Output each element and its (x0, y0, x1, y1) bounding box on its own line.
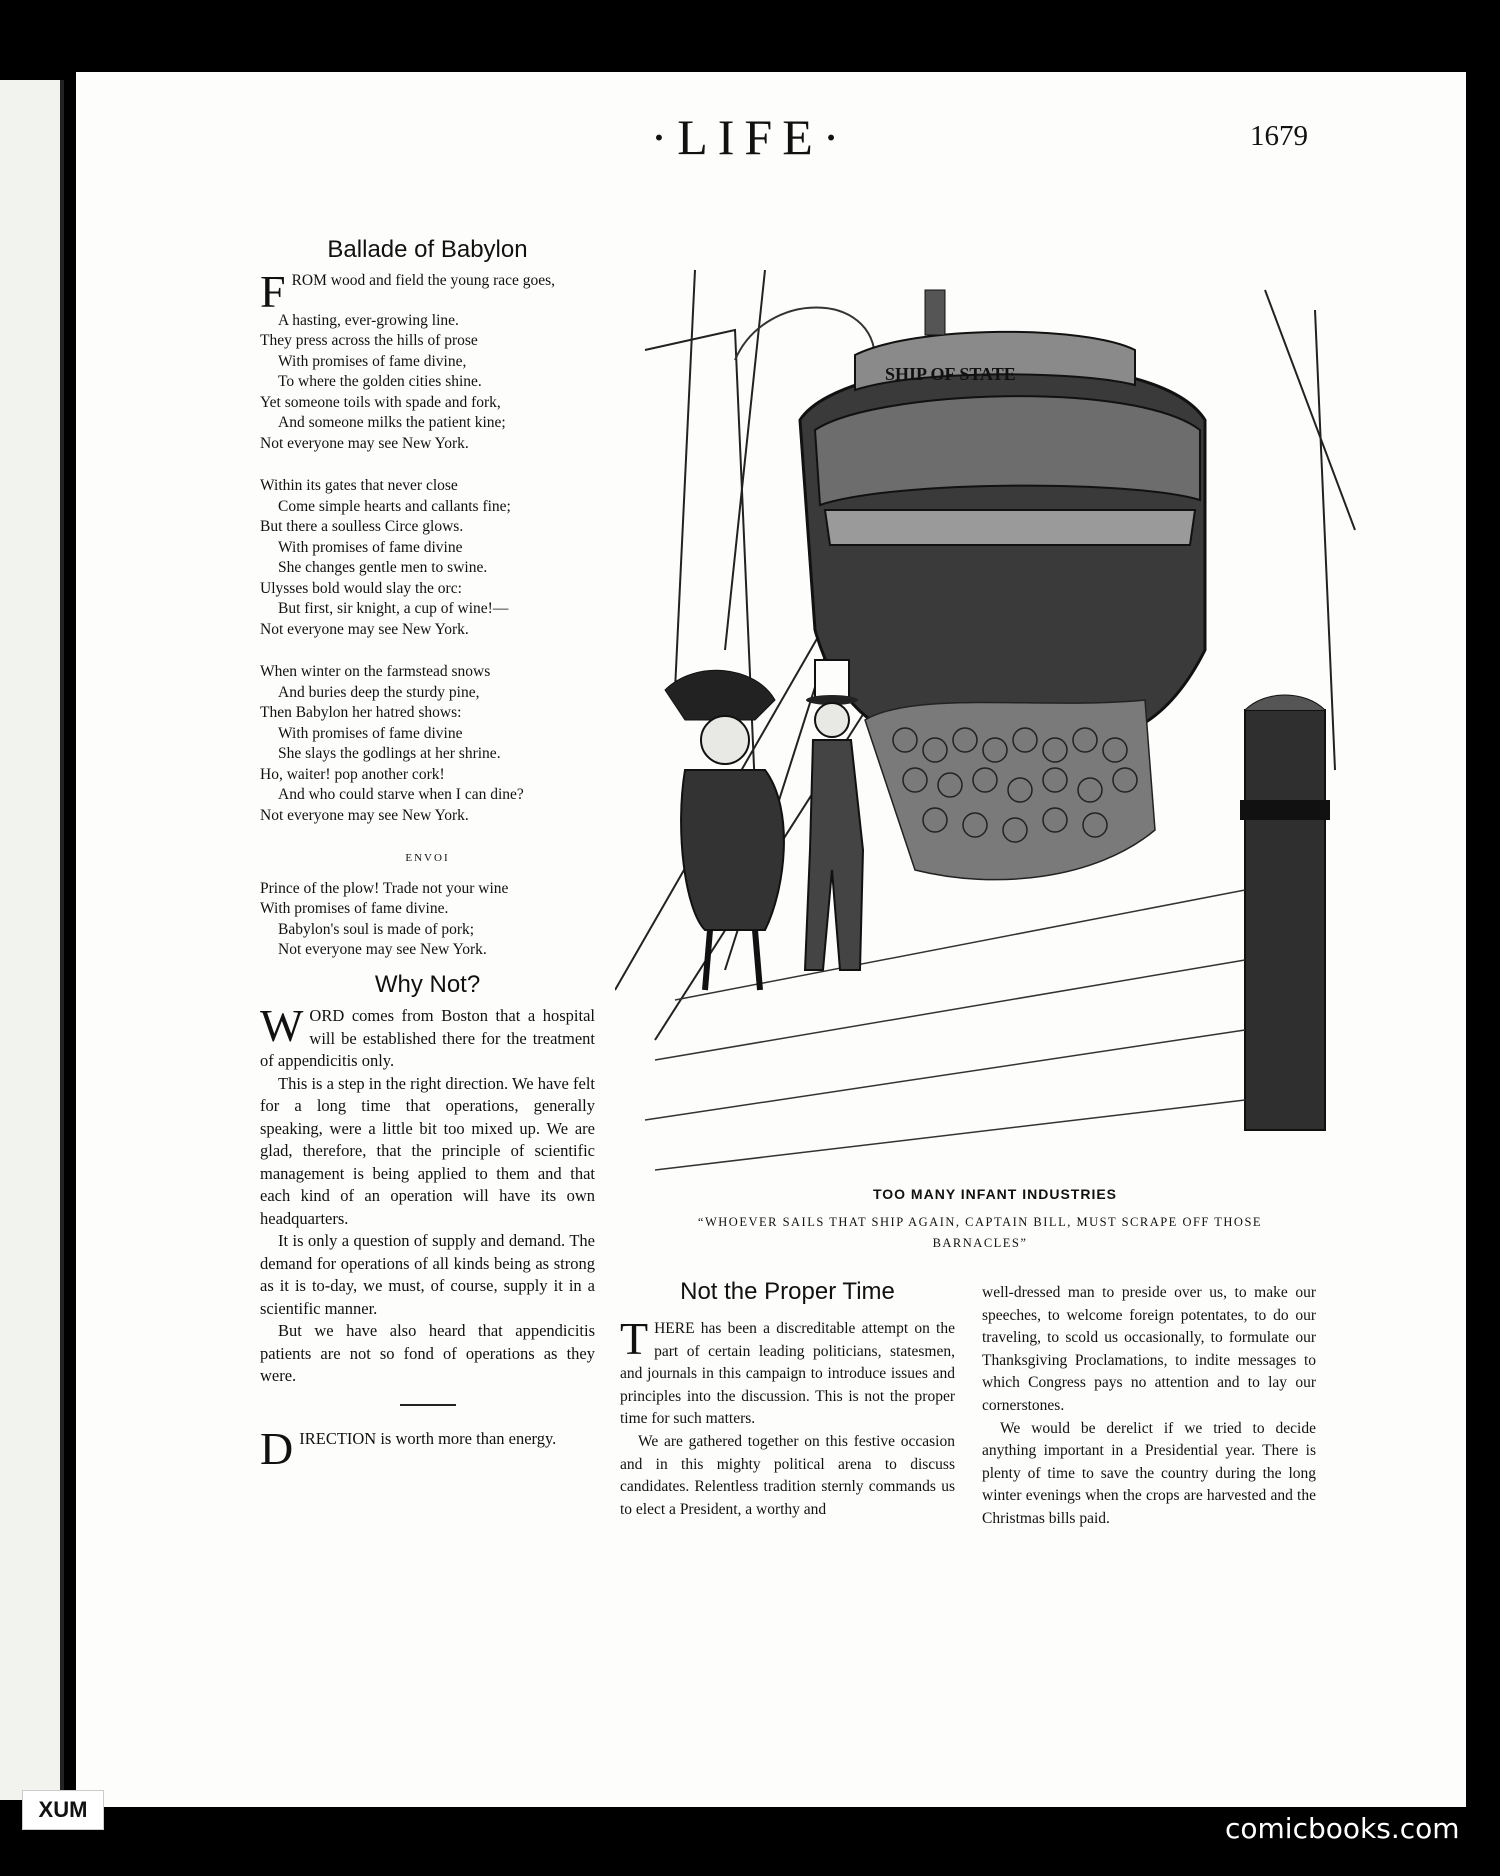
archive-stamp: XUM (22, 1790, 104, 1830)
stanza-2 (260, 476, 595, 640)
barnacle-crowd (865, 700, 1155, 880)
poem-line: A hasting, ever-growing line. (278, 311, 459, 329)
cartoon-caption-quote: “WHOEVER SAILS THAT SHIP AGAIN, CAPTAIN BILL, MUST SCRAPE OFF THOSE BARNACLES” (697, 1215, 1263, 1250)
source-watermark: comicbooks.com (1225, 1812, 1460, 1845)
poem-line: Within its gates that never close (260, 477, 458, 494)
masthead: ·LIFE· (650, 109, 850, 165)
poem-line: ROM wood and field the young race goes, (291, 271, 556, 289)
article-paragraph: ORD comes from Boston that a hospital will be established there for the treatment of appendicitis only. (260, 1006, 595, 1070)
article-paragraph: This is a step in the right direction. We have felt for a long time that operations, generally speaking, were a little bit too mixed up. We are glad, therefore, that the principle of scientific management is being applied to them and that each kind of an operation will have its own headquarters. (260, 1073, 595, 1228)
direction-note (260, 1422, 595, 1474)
poem-line: They press across the hills of prose (260, 332, 478, 349)
poem-line: Then Babylon her hatred shows: (260, 704, 462, 721)
proper-time-title: Not the Proper Time (680, 1278, 895, 1305)
article-paragraph: HERE has been a discreditable attempt on the part of certain leading politicians, statesmen, and journals in this campaign to introduce issues and principles into the discussion. This is not the proper time for such matters. (620, 1320, 955, 1428)
poem-line: Not everyone may see New York. (260, 434, 469, 452)
poem-line: And who could starve when I can dine? (278, 786, 524, 803)
poem-line: Yet someone toils with spade and fork, (260, 393, 501, 411)
ballade-title: Ballade of Babylon (327, 236, 528, 263)
drop-cap-d: D (260, 1422, 294, 1474)
poem-line: Ulysses bold would slay the orc: (260, 579, 462, 597)
page-number: 1679 (1250, 120, 1308, 152)
poem-line: And someone milks the patient kine; (278, 414, 506, 431)
drop-cap-f: F (260, 265, 286, 317)
stanza-3 (260, 662, 595, 826)
article-paragraph: well-dressed man to preside over us, to make our speeches, to welcome foreign potentates, to do our traveling, to scold us occasionally, to formulate our Thanksgiving Proclamations, to indite messages to which Congress pays no attention and to lay our cornerstones. (982, 1284, 1316, 1414)
poem-line: And buries deep the sturdy pine, (278, 683, 480, 701)
poem-line: To where the golden cities shine. (278, 373, 482, 390)
poem-line: With promises of fame divine (278, 724, 463, 742)
poem-line: Not everyone may see New York. (260, 620, 469, 638)
poem-line: With promises of fame divine, (278, 352, 467, 370)
poem-line: Come simple hearts and callants fine; (278, 497, 511, 515)
article-paragraph: It is only a question of supply and demand. The demand for operations of all kinds being as strong as it is to-day, we must, of course, supply it in a scientific manner. (260, 1231, 595, 1318)
dock-post (1240, 695, 1330, 1130)
poem-line: But there a soulless Circe glows. (260, 518, 464, 535)
poem-line: She changes gentle men to swine. (278, 559, 488, 576)
ship-of-state-label: SHIP OF STATE (885, 364, 1016, 384)
section-rule (400, 1404, 456, 1406)
poem-line: She slays the godlings at her shrine. (278, 745, 501, 762)
poem-line: But first, sir knight, a cup of wine!— (278, 600, 509, 617)
poem-line: Ho, waiter! pop another cork! (260, 765, 445, 783)
why-not-article (260, 1000, 595, 1388)
drop-cap-w: W (260, 1000, 304, 1051)
proper-time-column-1 (620, 1278, 955, 1521)
drop-cap-t: T (620, 1313, 649, 1364)
poem-line: Not everyone may see New York. (260, 806, 469, 824)
poem-line: When winter on the farmstead snows (260, 663, 491, 680)
envoi (260, 879, 595, 961)
stanza-1 (260, 265, 595, 455)
article-paragraph: We would be derelict if we tried to decide anything important in a Presidential year. There is plenty of time to save the country during the long winter evenings when the crops are harvested and the Christmas bills paid. (982, 1419, 1316, 1527)
poem-line: Prince of the plow! Trade not your wine (260, 879, 509, 897)
poem-line: With promises of fame divine. (260, 900, 449, 917)
poem-line: Not everyone may see New York. (278, 941, 487, 958)
book-binding (0, 80, 64, 1800)
poem-line: With promises of fame divine (278, 538, 463, 556)
cartoon-illustration (615, 270, 1375, 1175)
envoi-heading: ENVOI (405, 852, 450, 864)
poem-line: Babylon's soul is made of pork; (278, 920, 475, 938)
proper-time-column-2 (982, 1282, 1316, 1531)
why-not-title: Why Not? (374, 970, 481, 998)
article-paragraph: But we have also heard that appendicitis patients are not so fond of operations as they were. (260, 1321, 595, 1385)
left-column (260, 236, 595, 1474)
cartoon-caption-title: TOO MANY INFANT INDUSTRIES (872, 1186, 1118, 1202)
article-paragraph: IRECTION is worth more than energy. (299, 1428, 557, 1448)
article-paragraph: We are gathered together on this festive occasion and in this mighty political arena to discuss candidates. Relentless tradition sternly commands us to elect a President, a worthy and (620, 1432, 955, 1518)
ballade-poem (260, 265, 595, 961)
